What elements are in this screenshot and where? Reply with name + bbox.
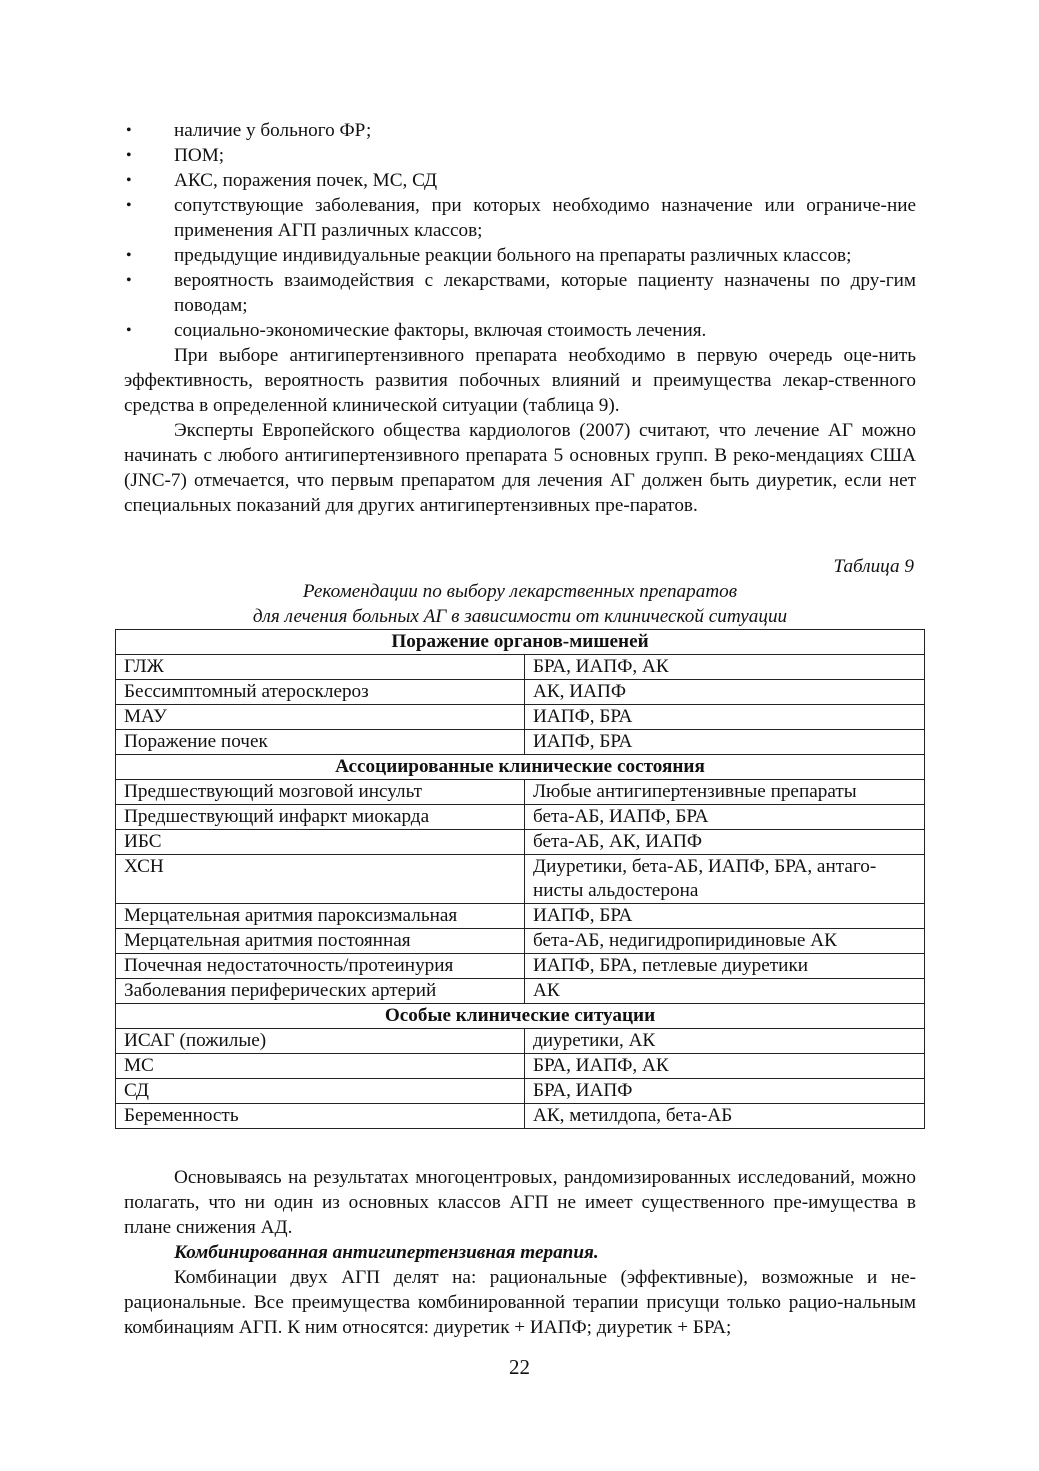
table-row [116, 855, 925, 904]
list-item-text: вероятность взаимодействия с лекарствами, которые пациенту назначены по дру-гим поводам; [174, 270, 916, 316]
list-item-text: социально-экономические факторы, включая стоимость лечения. [174, 320, 707, 341]
list-item-text: предыдущие индивидуальные реакции больного на препараты различных классов; [174, 245, 852, 266]
list-item-text: наличие у больного ФР; [174, 120, 372, 141]
table-cell: БРА, ИАПФ, АК [525, 655, 925, 680]
table-cell: Заболевания периферических артерий [116, 979, 525, 1004]
table-caption-line: Рекомендации по выбору лекарственных препаратов [302, 581, 738, 602]
table-row [116, 979, 925, 1004]
table-cell: бета-АБ, АК, ИАПФ [525, 830, 925, 855]
table-caption-line: для лечения больных АГ в зависимости от клинической ситуации [252, 606, 788, 627]
table-section-header [116, 630, 925, 655]
list-item [124, 318, 916, 343]
page-number: 22 [509, 1355, 530, 1379]
table-cell: ИСАГ (пожилые) [116, 1029, 525, 1054]
table-row [116, 1029, 925, 1054]
table-cell: Диуретики, бета-АБ, ИАПФ, БРА, антаго-нисты альдостерона [525, 855, 925, 904]
recommendations-table [115, 629, 925, 1129]
table-row [116, 1054, 925, 1079]
bullet-icon: • [126, 247, 132, 264]
bullet-icon: • [126, 172, 132, 189]
table-cell: БРА, ИАПФ, АК [525, 1054, 925, 1079]
table-section-header [116, 1004, 925, 1029]
table-row [116, 655, 925, 680]
bullet-icon: • [126, 272, 132, 289]
paragraph: Эксперты Европейского общества кардиологов (2007) считают, что лечение АГ можно начинать с любого антигипертензивного препарата 5 основных групп. В реко-мендациях США (JNC-7) отмечается, что первым препаратом для лечения АГ должен быть диуретик, если нет специальных показаний для других антигипертензивных пре-паратов. [124, 420, 916, 516]
list-item [124, 168, 916, 193]
section-title: Особые клинические ситуации [116, 1004, 925, 1029]
table-cell: ИАПФ, БРА [525, 705, 925, 730]
table-cell: Поражение почек [116, 730, 525, 755]
table-cell: АК, метилдопа, бета-АБ [525, 1104, 925, 1129]
section-subheading: Комбинированная антигипертензивная терапия. [174, 1242, 599, 1263]
table-cell: МАУ [116, 705, 525, 730]
table-label: Таблица 9 [833, 556, 914, 577]
table-cell: ИАПФ, БРА [525, 904, 925, 929]
bullet-icon: • [126, 197, 132, 214]
table-cell: СД [116, 1079, 525, 1104]
table-cell: диуретики, АК [525, 1029, 925, 1054]
table-cell: Мерцательная аритмия постоянная [116, 929, 525, 954]
bullet-icon: • [126, 322, 132, 339]
table-cell: АК [525, 979, 925, 1004]
bullet-icon: • [126, 147, 132, 164]
list-item [124, 143, 916, 168]
table-section-header [116, 755, 925, 780]
table-cell: ХСН [116, 855, 525, 904]
section-title: Ассоциированные клинические состояния [116, 755, 925, 780]
paragraph: Комбинации двух АГП делят на: рациональные (эффективные), возможные и не-рациональные. Все преимущества комбинированной терапии присущи только рацио-нальным комбинациям АГП. К ним относятся: диуретик + ИАПФ; диуретик + БРА; [124, 1267, 916, 1338]
bullet-icon: • [126, 122, 132, 139]
table-row [116, 680, 925, 705]
table-caption [124, 579, 916, 629]
table-cell: БРА, ИАПФ [525, 1079, 925, 1104]
list-item-text: ПОМ; [174, 145, 225, 166]
table-row [116, 705, 925, 730]
table-cell: бета-АБ, ИАПФ, БРА [525, 805, 925, 830]
table-cell: ГЛЖ [116, 655, 525, 680]
table-cell: бета-АБ, недигидропиридиновые АК [525, 929, 925, 954]
list-item-text: АКС, поражения почек, МС, СД [174, 170, 438, 191]
paragraph: При выборе антигипертензивного препарата необходимо в первую очередь оце-нить эффективность, вероятность развития побочных влияний и преимущества лекар-ственного средства в определенной клинической ситуации (таблица 9). [124, 345, 916, 416]
list-item [124, 243, 916, 268]
table-cell: Мерцательная аритмия пароксизмальная [116, 904, 525, 929]
table-row [116, 1104, 925, 1129]
table-row [116, 1079, 925, 1104]
table-row [116, 929, 925, 954]
table-cell: Предшествующий инфаркт миокарда [116, 805, 525, 830]
table-row [116, 805, 925, 830]
table-row [116, 730, 925, 755]
section-title: Поражение органов-мишеней [116, 630, 925, 655]
table-row [116, 780, 925, 805]
table-cell: Бессимптомный атеросклероз [116, 680, 525, 705]
list-item [124, 268, 916, 318]
table-cell: ИБС [116, 830, 525, 855]
table-cell: ИАПФ, БРА [525, 730, 925, 755]
table-cell: Почечная недостаточность/протеинурия [116, 954, 525, 979]
list-item-text: сопутствующие заболевания, при которых необходимо назначение или ограниче-ние применения АГП различных классов; [174, 195, 916, 241]
bullet-list [124, 118, 916, 343]
table-row [116, 954, 925, 979]
table-row [116, 904, 925, 929]
list-item [124, 193, 916, 243]
list-item [124, 118, 916, 143]
table-cell: ИАПФ, БРА, петлевые диуретики [525, 954, 925, 979]
table-row [116, 830, 925, 855]
paragraph: Основываясь на результатах многоцентровых, рандомизированных исследований, можно полагать, что ни один из основных классов АГП не имеет существенного пре-имущества в плане снижения АД. [124, 1167, 916, 1238]
table-cell: Беременность [116, 1104, 525, 1129]
table-cell: АК, ИАПФ [525, 680, 925, 705]
table-cell: Любые антигипертензивные препараты [525, 780, 925, 805]
table-cell: Предшествующий мозговой инсульт [116, 780, 525, 805]
page-content [124, 118, 916, 1340]
table-cell: МС [116, 1054, 525, 1079]
